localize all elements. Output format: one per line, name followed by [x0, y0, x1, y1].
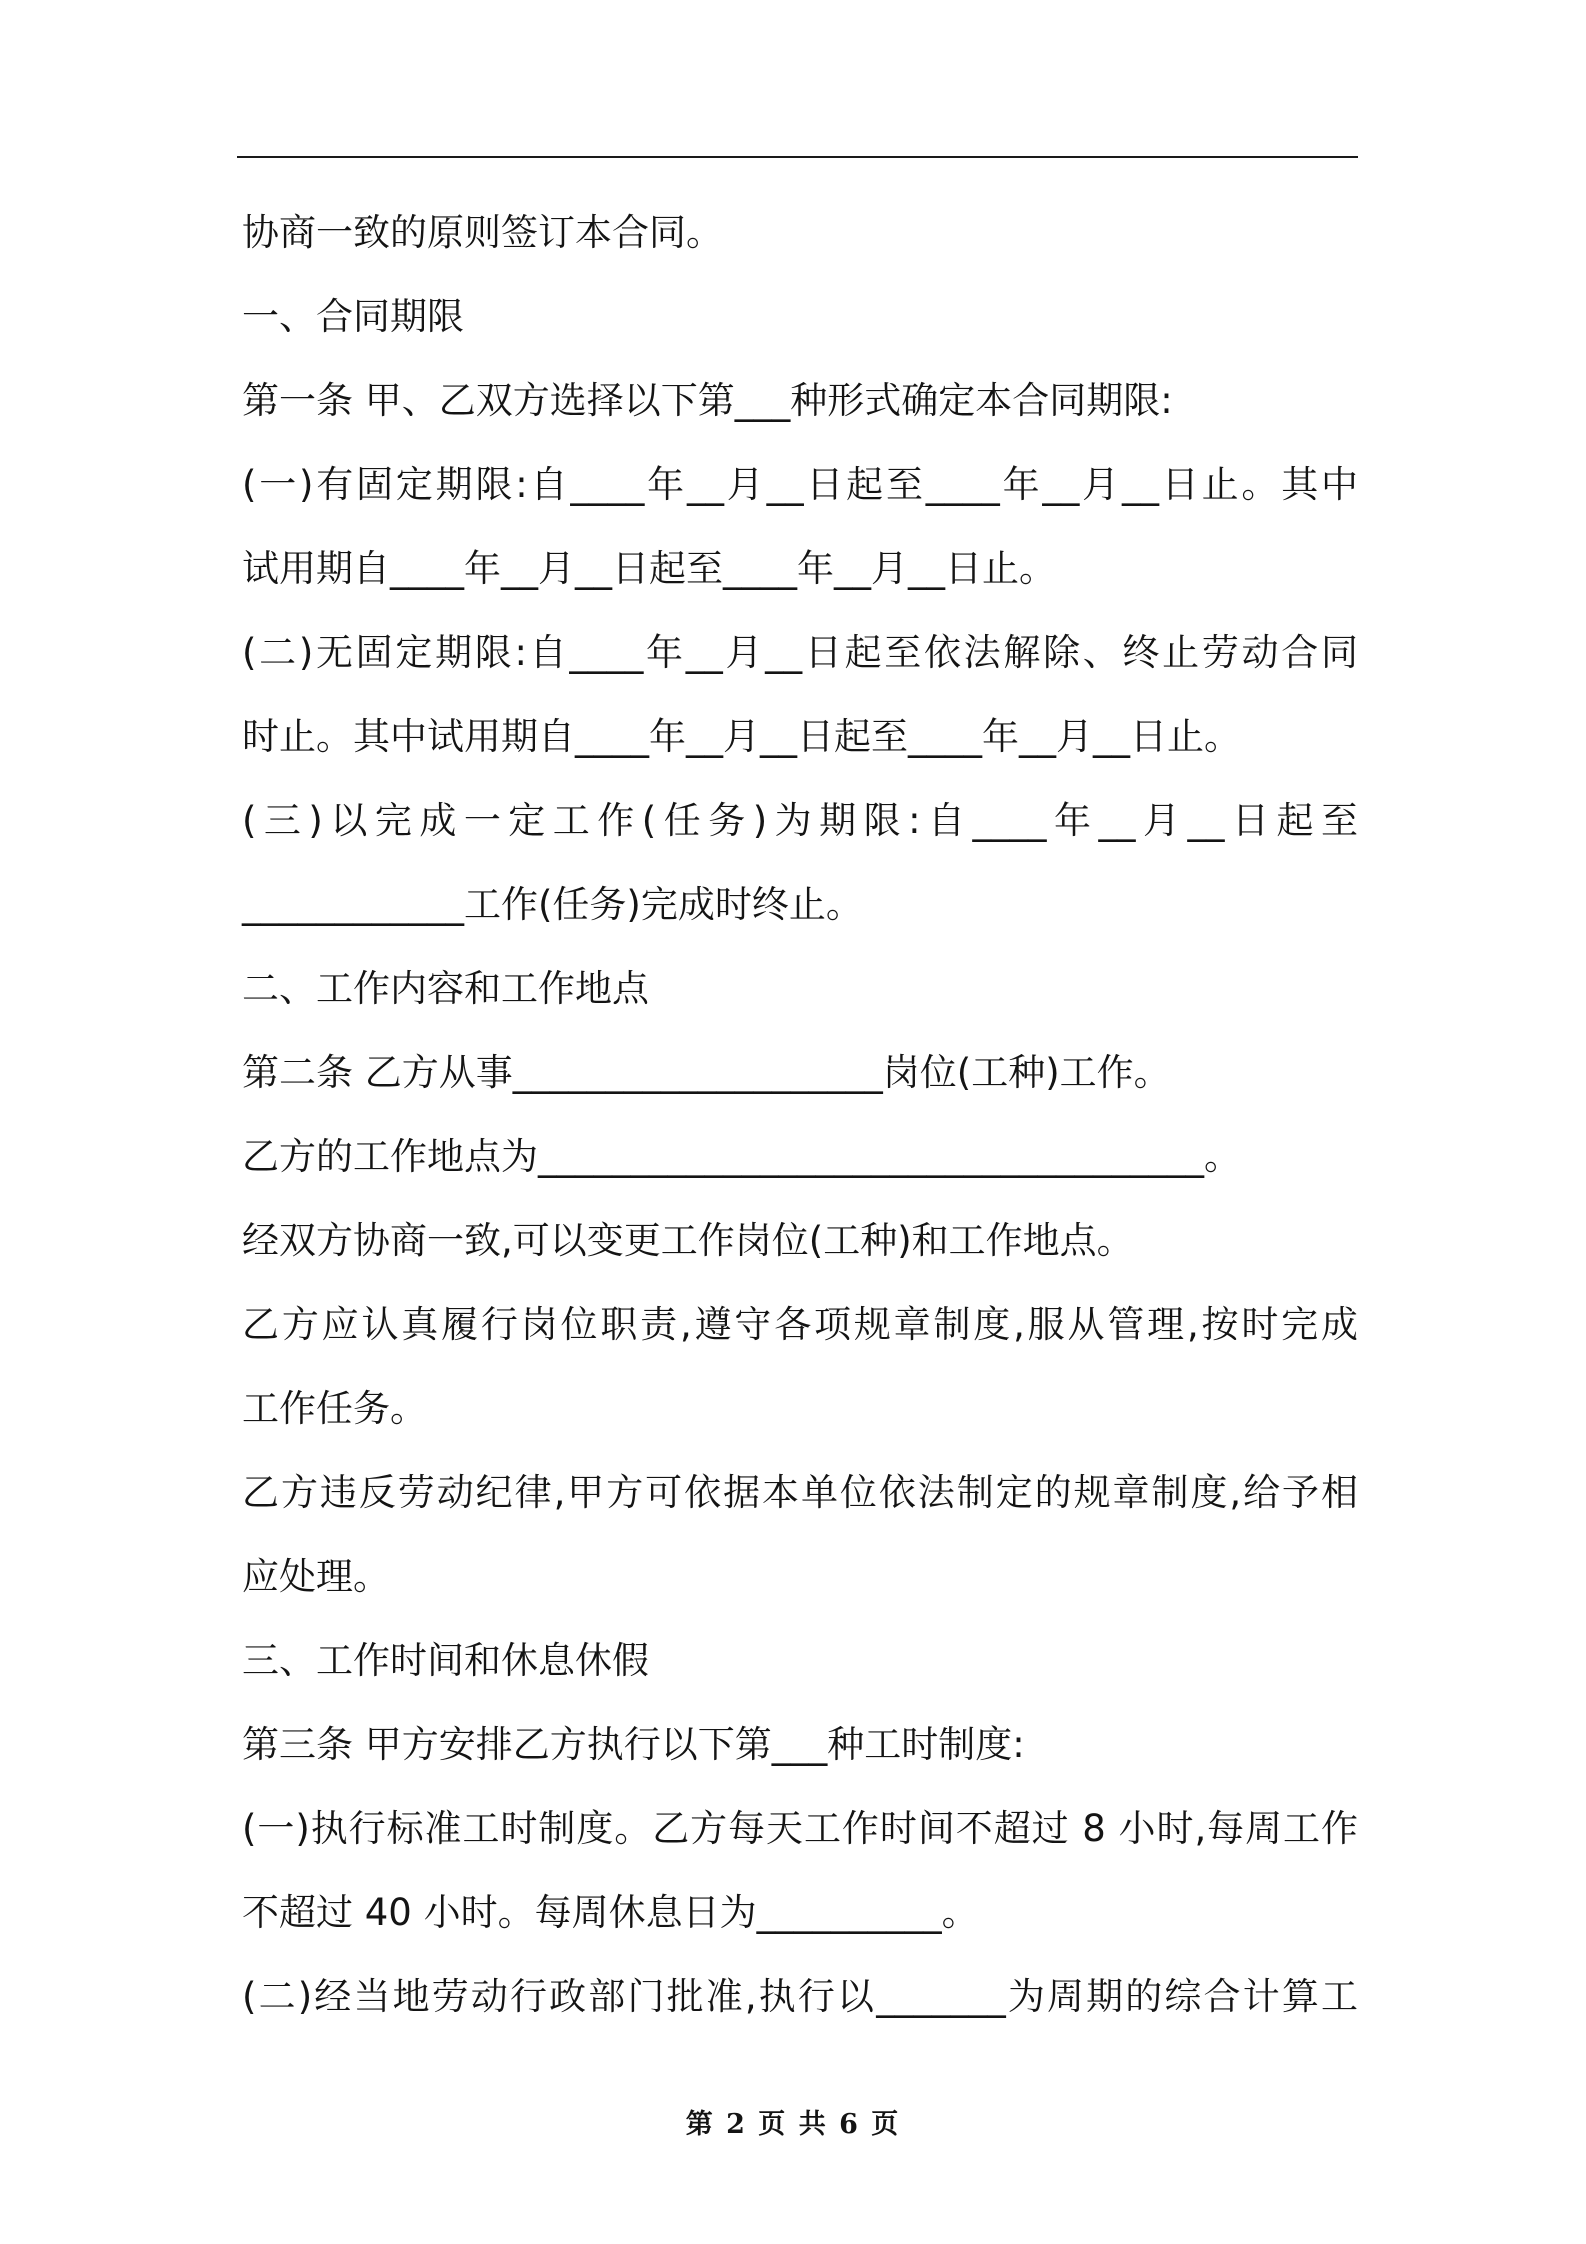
- text-line: 第三条 甲方安排乙方执行以下第___种工时制度:: [242, 1723, 1025, 1766]
- section-heading: 二、工作内容和工作地点: [242, 967, 649, 1010]
- text-line: 第一条 甲、乙双方选择以下第___种形式确定本合同期限:: [242, 379, 1173, 422]
- section-heading: 三、工作时间和休息休假: [242, 1639, 649, 1682]
- text-line: (三)以完成一定工作(任务)为期限:自____年__月__日起至: [242, 799, 1358, 842]
- text-line: 不超过 40 小时。每周休息日为__________。: [242, 1891, 979, 1934]
- header-rule: [237, 156, 1358, 158]
- text-line: (一)有固定期限:自____年__月__日起至____年__月__日止。其中: [242, 463, 1358, 506]
- text-line: 第二条 乙方从事____________________岗位(工种)工作。: [242, 1051, 1171, 1094]
- text-line: (二)无固定期限:自____年__月__日起至依法解除、终止劳动合同: [242, 631, 1358, 674]
- text-line: 工作任务。: [242, 1387, 427, 1430]
- text-line: 乙方违反劳动纪律,甲方可依据本单位依法制定的规章制度,给予相: [242, 1471, 1358, 1514]
- contract-body: [242, 197, 1358, 2045]
- page-number: 第 2 页 共 6 页: [685, 2109, 901, 2140]
- text-line: 试用期自____年__月__日起至____年__月__日止。: [242, 547, 1056, 590]
- text-line: (一)执行标准工时制度。乙方每天工作时间不超过 8 小时,每周工作: [242, 1807, 1358, 1850]
- section-heading: 一、合同期限: [242, 295, 464, 338]
- text-line: (二)经当地劳动行政部门批准,执行以_______为周期的综合计算工: [242, 1975, 1358, 2018]
- text-line: 乙方应认真履行岗位职责,遵守各项规章制度,服从管理,按时完成: [242, 1303, 1358, 1346]
- text-line: 经双方协商一致,可以变更工作岗位(工种)和工作地点。: [242, 1219, 1134, 1262]
- text-line: 乙方的工作地点为____________________________________。: [242, 1135, 1241, 1178]
- text-line: 协商一致的原则签订本合同。: [242, 211, 723, 254]
- text-line: 应处理。: [242, 1555, 390, 1598]
- text-line: ____________工作(任务)完成时终止。: [242, 883, 863, 926]
- text-line: 时止。其中试用期自____年__月__日起至____年__月__日止。: [242, 715, 1241, 758]
